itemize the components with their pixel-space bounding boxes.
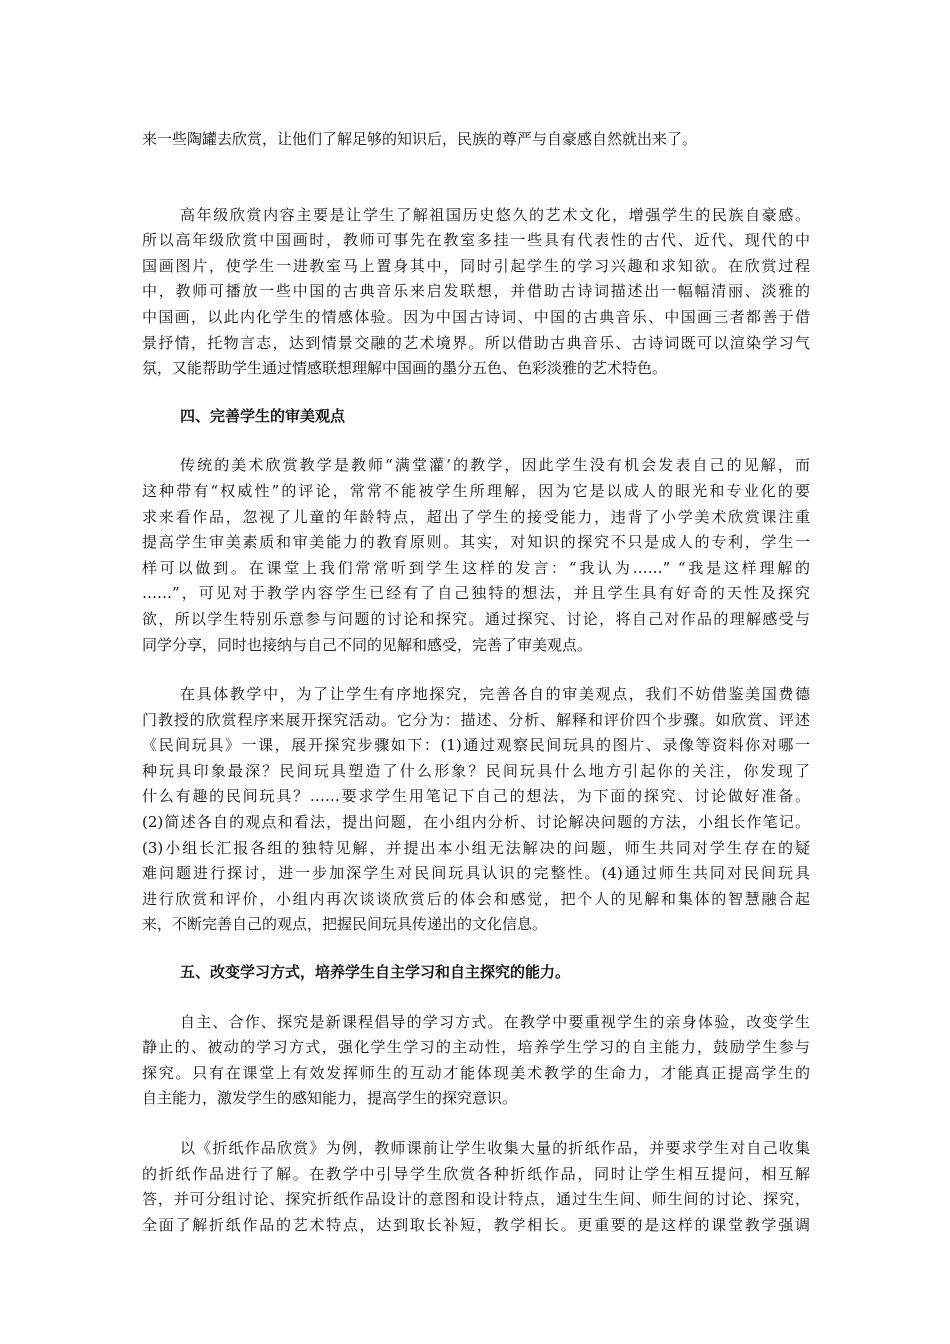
paragraph-line: 提高学生审美素质和审美能力的教育原则。其实，对知识的探究不只是成人的专利，学生一 xyxy=(142,533,810,552)
paragraph-line: 全面了解折纸作品的艺术特点，达到取长补短，教学相长。更重要的是这样的课堂教学强调 xyxy=(142,1215,810,1234)
paragraph-line: 样可以做到。在课堂上我们常常听到学生这样的发言：“我认为……” “我是这样理解的 xyxy=(142,558,810,577)
paragraph-line: 这种带有“权威性”的评论，常常不能被学生所理解，因为它是以成人的眼光和专业化的要 xyxy=(142,481,810,500)
paragraph-line: 难问题进行探讨，进一步加深学生对民间玩具认识的完整性。(4)通过师生共同对民间玩具 xyxy=(142,864,810,883)
paragraph-line: 景抒情，托物言志，达到情景交融的艺术境界。所以借助古典音乐、古诗词既可以渲染学习气 xyxy=(142,333,810,352)
paragraph-line: 国画图片，使学生一进教室马上置身其中，同时引起学生的学习兴趣和求知欲。在欣赏过程 xyxy=(142,256,810,275)
paragraph-line: 门教授的欣赏程序来展开探究活动。它分为：描述、分析、解释和评价四个步骤。如欣赏、评述 xyxy=(142,710,810,729)
paragraph-line: 探究。只有在课堂上有效发挥师生的互动才能体现美术教学的生命力，才能真正提高学生的 xyxy=(142,1063,810,1082)
paragraph-line: 自主能力，激发学生的感知能力，提高学生的探究意识。 xyxy=(142,1089,518,1108)
paragraph-origami xyxy=(142,1136,810,1238)
paragraph-line: 传统的美术欣赏教学是教师“满堂灌’的教学，因此学生没有机会发表自己的见解，而 xyxy=(180,456,810,475)
paragraph-line: 的折纸作品进行了解。在教学中引导学生欣赏各种折纸作品，同时让学生相互提问，相互解 xyxy=(142,1164,810,1183)
paragraph-specific xyxy=(142,682,810,938)
paragraph-line: 以《折纸作品欣赏》为例，教师课前让学生收集大量的折纸作品，并要求学生对自己收集 xyxy=(180,1139,810,1157)
paragraph-autonomy xyxy=(142,1010,810,1112)
paragraph-high-grade xyxy=(142,203,810,382)
paragraph-line: 同学分享，同时也接纳与自己不同的见解和感受，完善了审美观点。 xyxy=(142,635,593,654)
paragraph-line: 中国画，以此内化学生的情感体验。因为中国古诗词、中国的古典音乐、中国画三者都善于借 xyxy=(142,307,810,326)
paragraph-line: 氛，又能帮助学生通过情感联想理解中国画的墨分五色、色彩淡雅的艺术特色。 xyxy=(142,359,668,378)
paragraph-line: 高年级欣赏内容主要是让学生了解祖国历史悠久的艺术文化，增强学生的民族自豪感。 xyxy=(180,205,810,224)
section-heading-5: 五、改变学习方式，培养学生自主学习和自主探究的能力。 xyxy=(180,963,571,982)
paragraph-line: 中，教师可播放一些中国的古典音乐来启发联想，并借助古诗词描述出一幅幅清丽、淡雅的 xyxy=(142,282,810,301)
paragraph-line: 所以高年级欣赏中国画时，教师可事先在教室多挂一些具有代表性的古代、近代、现代的中 xyxy=(142,231,810,250)
paragraph-line: 求来看作品，忽视了儿童的年龄特点，超出了学生的接受能力，违背了小学美术欣赏课注重 xyxy=(142,507,810,526)
paragraph-line: 进行欣赏和评价，小组内再次谈谈欣赏后的体会和感觉，把个人的见解和集体的智慧融合起 xyxy=(142,889,810,908)
paragraph-line: 在具体教学中，为了让学生有序地探究，完善各自的审美观点，我们不妨借鉴美国费德 xyxy=(180,685,810,704)
paragraph-line: ……”，可见对于教学内容学生已经有了自己独特的想法，并且学生具有好奇的天性及探究 xyxy=(142,584,810,603)
paragraph-line: 答，并可分组讨论、探究折纸作品设计的意图和设计特点，通过生生间、师生间的讨论、探究， xyxy=(142,1190,810,1209)
paragraph-line: 自主、合作、探究是新课程倡导的学习方式。在教学中要重视学生的亲身体验，改变学生 xyxy=(180,1012,810,1031)
intro-line: 来一些陶罐去欣赏，让他们了解足够的知识后，民族的尊严与自豪感自然就出来了。 xyxy=(142,130,698,148)
paragraph-line: 静止的、被动的学习方式，强化学生学习的主动性，培养学生学习的自主能力，鼓励学生参与 xyxy=(142,1038,810,1057)
section-heading-4: 四、完善学生的审美观点 xyxy=(180,406,346,425)
paragraph-line: 种玩具印象最深？民间玩具塑造了什么形象？民间玩具什么地方引起你的关注，你发现了 xyxy=(142,761,810,780)
document-page xyxy=(142,127,810,1238)
paragraph-line: 欲，所以学生特别乐意参与问题的讨论和探究。通过探究、讨论，将自己对作品的理解感受与 xyxy=(142,609,810,628)
paragraph-traditional xyxy=(142,453,810,658)
paragraph-line: (2)简述各自的观点和看法，提出问题，在小组内分析、讨论解决问题的方法，小组长作笔记。 xyxy=(142,813,810,832)
paragraph-line: 来，不断完善自己的观点，把握民间玩具传递出的文化信息。 xyxy=(142,915,548,934)
paragraph-line: 《民间玩具》一课，展开探究步骤如下：(1)通过观察民间玩具的图片、录像等资料你对哪一 xyxy=(142,736,810,755)
paragraph-line: 什么有趣的民间玩具？……要求学生用笔记下自己的想法，为下面的探究、讨论做好准备。 xyxy=(142,787,810,806)
paragraph-line: (3)小组长汇报各组的独特见解，并提出本小组无法解决的问题，师生共同对学生存在的疑 xyxy=(142,838,810,857)
